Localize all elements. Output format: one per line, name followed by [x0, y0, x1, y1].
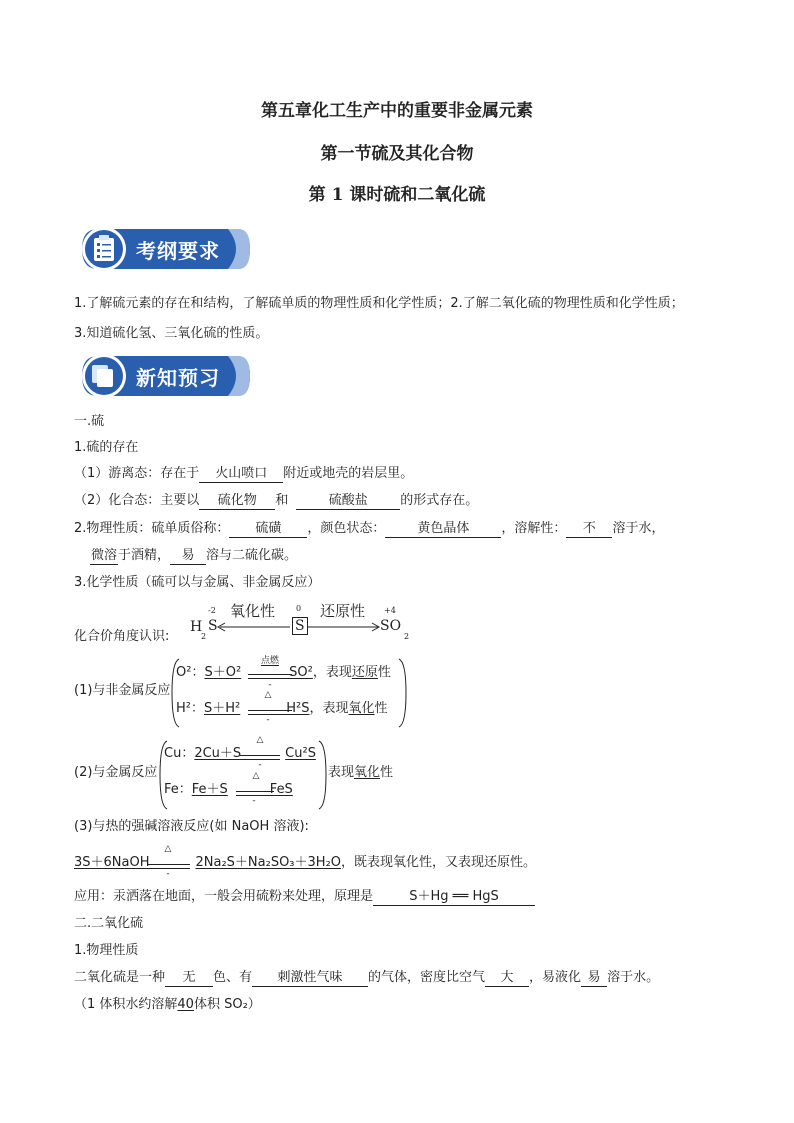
- h2-reaction: H²：S＋H² H²S，表现氧化性: [176, 701, 388, 716]
- lesson-title: 第 1 课时硫和二氧化硫: [308, 185, 486, 205]
- fe-reaction: Fe：Fe＋S FeS: [164, 782, 293, 797]
- so2-desc-line: 二氧化硫是一种 无 色、有 刺激性气味 的气体，密度比空气 大 ，易液化 易 溶于水。: [74, 970, 660, 985]
- section-title: 第一节硫及其化合物: [320, 144, 474, 164]
- application-line: 应用：汞洒落在地面，一般会用硫粉来处理，原理是 S＋Hg ══ HgS: [74, 888, 535, 906]
- physical-props-line-2: 微溶于酒精， 易 溶与二硫化碳。: [90, 548, 298, 563]
- right-brace-icon: [398, 658, 408, 728]
- clipboard-icon: [94, 235, 114, 261]
- naoh-heading: (3)与热的强碱溶液反应(如 NaOH 溶液):: [74, 819, 309, 834]
- chapter-title: 第五章化工生产中的重要非金属元素: [261, 101, 533, 121]
- syllabus-badge-label: 考纲要求: [136, 239, 220, 263]
- fe-condition: △: [252, 771, 260, 781]
- part2-heading: 二.二氧化硫: [74, 916, 144, 931]
- equals-sign: [248, 674, 292, 679]
- chemical-heading: 3.化学性质（硫可以与金属、非金属反应）: [74, 575, 321, 590]
- cu-reaction: Cu：2Cu＋S Cu²S: [164, 746, 316, 761]
- so2-solubility-line: （1 体积水约溶解40体积 SO₂）: [74, 997, 261, 1012]
- preview-badge-label: 新知预习: [136, 366, 220, 390]
- h2-condition: △: [264, 690, 272, 700]
- right-brace-icon: [318, 740, 328, 810]
- blank-free-state: 火山喷口: [199, 466, 283, 483]
- valence-label: 化合价角度认识:: [74, 629, 170, 644]
- naoh-reaction: 3S＋6NaOH 2Na₂S＋Na₂SO₃＋3H₂O，既表现氧化性，又表现还原性。: [74, 855, 537, 870]
- existence-heading: 1.硫的存在: [74, 440, 139, 455]
- combined-state-line: （2）化合态：主要以 硫化物 和 硫酸盐 的形式存在。: [74, 493, 479, 508]
- physical-props-line: 2.物理性质：硫单质俗称： 硫磺 ，颜色状态： 黄色晶体 ，溶解性： 不 溶于水，: [74, 521, 665, 536]
- syllabus-line-1: 1.了解硫元素的存在和结构，了解硫单质的物理性质和化学性质；2.了解二氧化硫的物理性质和化学性质；: [74, 296, 684, 311]
- part1-heading: 一.硫: [74, 414, 105, 429]
- o2-condition: 点燃: [260, 656, 279, 666]
- syllabus-badge: [78, 226, 252, 272]
- so2-phys-heading: 1.物理性质: [74, 943, 139, 958]
- cu-condition: △: [256, 735, 264, 745]
- naoh-condition: △: [164, 844, 172, 854]
- valence-diagram: H 2 -2 S 氧化性 0 S 还原性 +4 SO 2: [190, 602, 410, 641]
- metal-suffix: 表现氧化性: [328, 765, 394, 780]
- preview-badge: [78, 353, 252, 399]
- metal-label: (2)与金属反应: [74, 765, 158, 780]
- syllabus-line-2: 3.知道硫化氢、三氧化硫的性质。: [74, 326, 269, 341]
- o2-reaction: O²：S＋O² SO²，表现还原性: [176, 665, 391, 680]
- nonmetal-label: (1)与非金属反应: [74, 683, 171, 698]
- free-state-line: （1）游离态：存在于 火山喷口 附近或地壳的岩层里。: [74, 466, 414, 481]
